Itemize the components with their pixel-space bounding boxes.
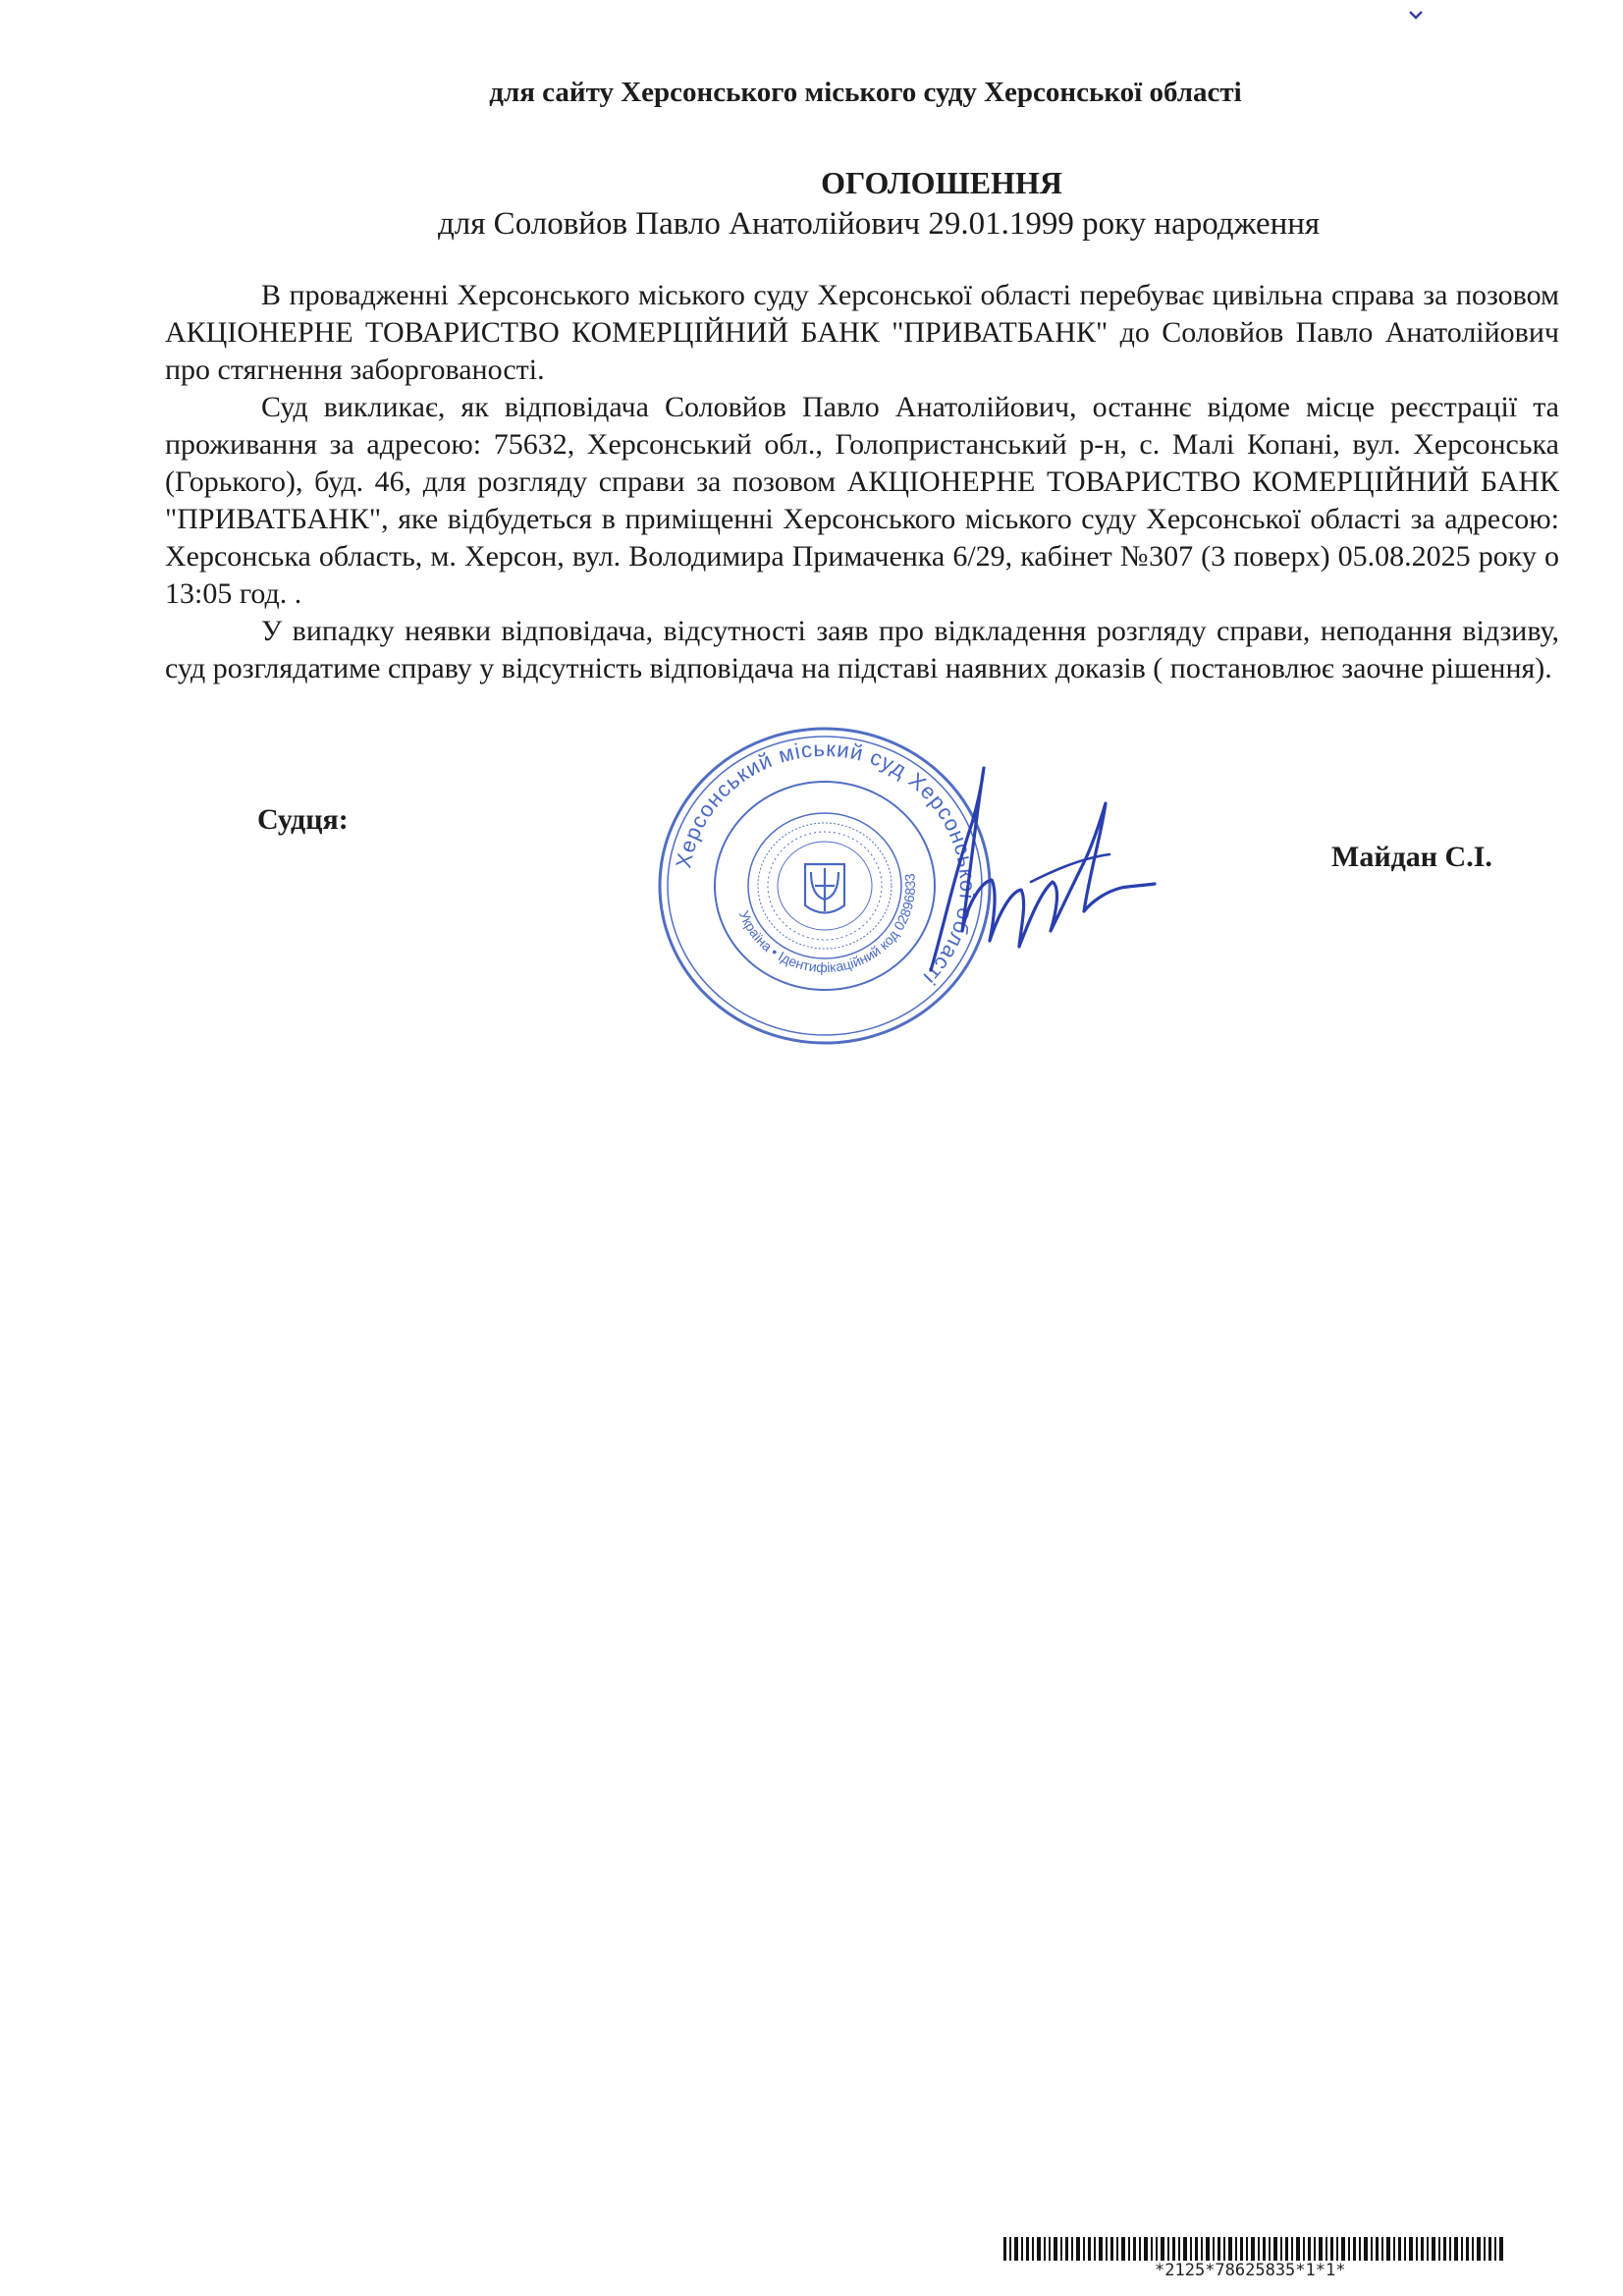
document-subtitle: для Соловйов Павло Анатолійович 29.01.1999 року народження [438,206,1321,242]
judge-signature [913,764,1159,990]
trident-icon [805,864,844,913]
barcode [1003,2237,1506,2261]
seal-inner-text: Україна • Ідентифікаційний код 02896833 [735,872,919,976]
judge-name: Майдан С.І. [1331,841,1492,873]
paragraph-case: В провадженні Херсонського міського суду Херсонської області перебуває цивільна справа за позовом АКЦІОНЕРНЕ ТОВАРИСТВО КОМЕРЦІЙНИЙ БАНК "ПРИВАТБАНК" до Соловйов Павло Анатолійович про стягнення заборгованості. [165,279,1559,386]
document-header: для сайту Херсонського міського суду Херсонської області [489,77,1242,108]
seal-outer-text: Херсонський міський суд Херсонської області [671,736,981,991]
document-title: ОГОЛОШЕННЯ [821,165,1062,200]
scan-mark [1408,10,1424,20]
document-body [165,277,1559,687]
paragraph-summons: Суд викликає, як відповідача Соловйов Павло Анатолійович, останнє відоме місце реєстрації та проживання за адресою: 75632, Херсонський обл., Голопристанський р-н, с. Малі Копані, вул. Херсонська (Горького), буд. 46, для розгляду справи за позовом АКЦІОНЕРНЕ ТОВАРИСТВО КОМЕРЦІЙНИЙ БАНК "ПРИВАТБАНК", яке відбудеться в приміщенні Херсонського міського суду Херсонської області за адресою: Херсонська область, м. Херсон, вул. Володимира Примаченка 6/29, кабінет №307 (3 поверх) 05.08.2025 року о 13:05 год. . [165,391,1559,610]
judge-label: Судця: [257,803,349,836]
paragraph-absence: У випадку неявки відповідача, відсутності заяв про відкладення розгляду справи, неподання відзиву, суд розглядатиме справу у відсутність відповідача на підставі наявних доказів ( постановлює заочне рішення). [165,615,1559,684]
barcode-text: *2125*78625835*1*1* [1155,2261,1346,2280]
